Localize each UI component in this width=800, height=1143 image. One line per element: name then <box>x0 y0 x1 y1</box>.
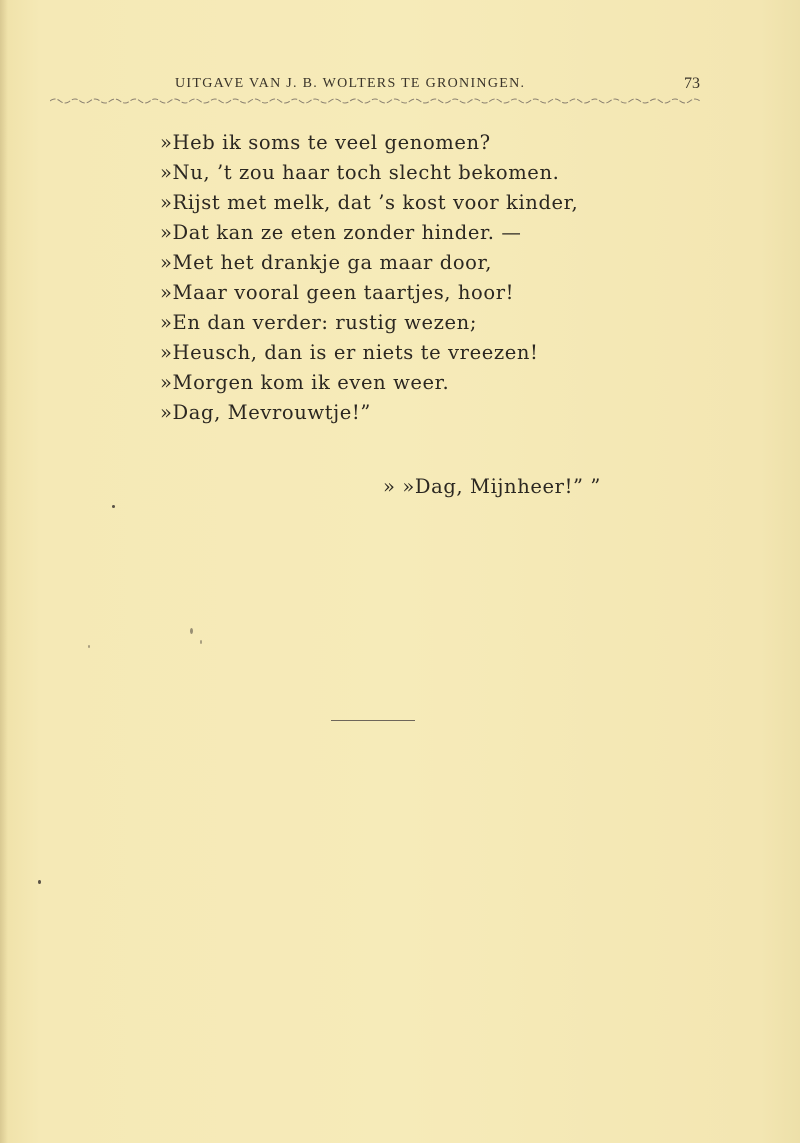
ornamental-rule <box>50 95 700 107</box>
poem-line: »Morgen kom ik even weer. <box>160 371 450 394</box>
paper-speck <box>190 628 193 634</box>
poem-line: »Heb ik soms te veel genomen? <box>160 131 491 154</box>
poem-line: »Rijst met melk, dat ’s kost voor kinder, <box>160 191 579 214</box>
paper-speck <box>38 880 41 884</box>
poem-line: »Nu, ’t zou haar toch slecht bekomen. <box>160 161 560 184</box>
poem-line: »Met het drankje ga maar door, <box>160 251 493 274</box>
closing-rule <box>331 720 415 721</box>
paper-speck <box>200 640 202 644</box>
poem-line: »Heusch, dan is er niets te vreezen! <box>160 341 539 364</box>
paper-speck <box>88 645 90 648</box>
page-number: 73 <box>684 75 700 92</box>
poem-line: »Dat kan ze eten zonder hinder. — <box>160 221 522 244</box>
paper-speck <box>112 505 115 508</box>
page-edge-shadow <box>0 0 8 1143</box>
poem-line: »Maar vooral geen taartjes, hoor! <box>160 281 515 304</box>
poem-stanza <box>160 128 680 428</box>
poem-line: »Dag, Mevrouwtje!” <box>160 401 371 424</box>
poem-line: »En dan verder: rustig wezen; <box>160 311 477 334</box>
reply-line: » »Dag, Mijnheer!” ” <box>383 475 601 498</box>
running-head: UITGAVE VAN J. B. WOLTERS TE GRONINGEN. <box>175 76 526 91</box>
